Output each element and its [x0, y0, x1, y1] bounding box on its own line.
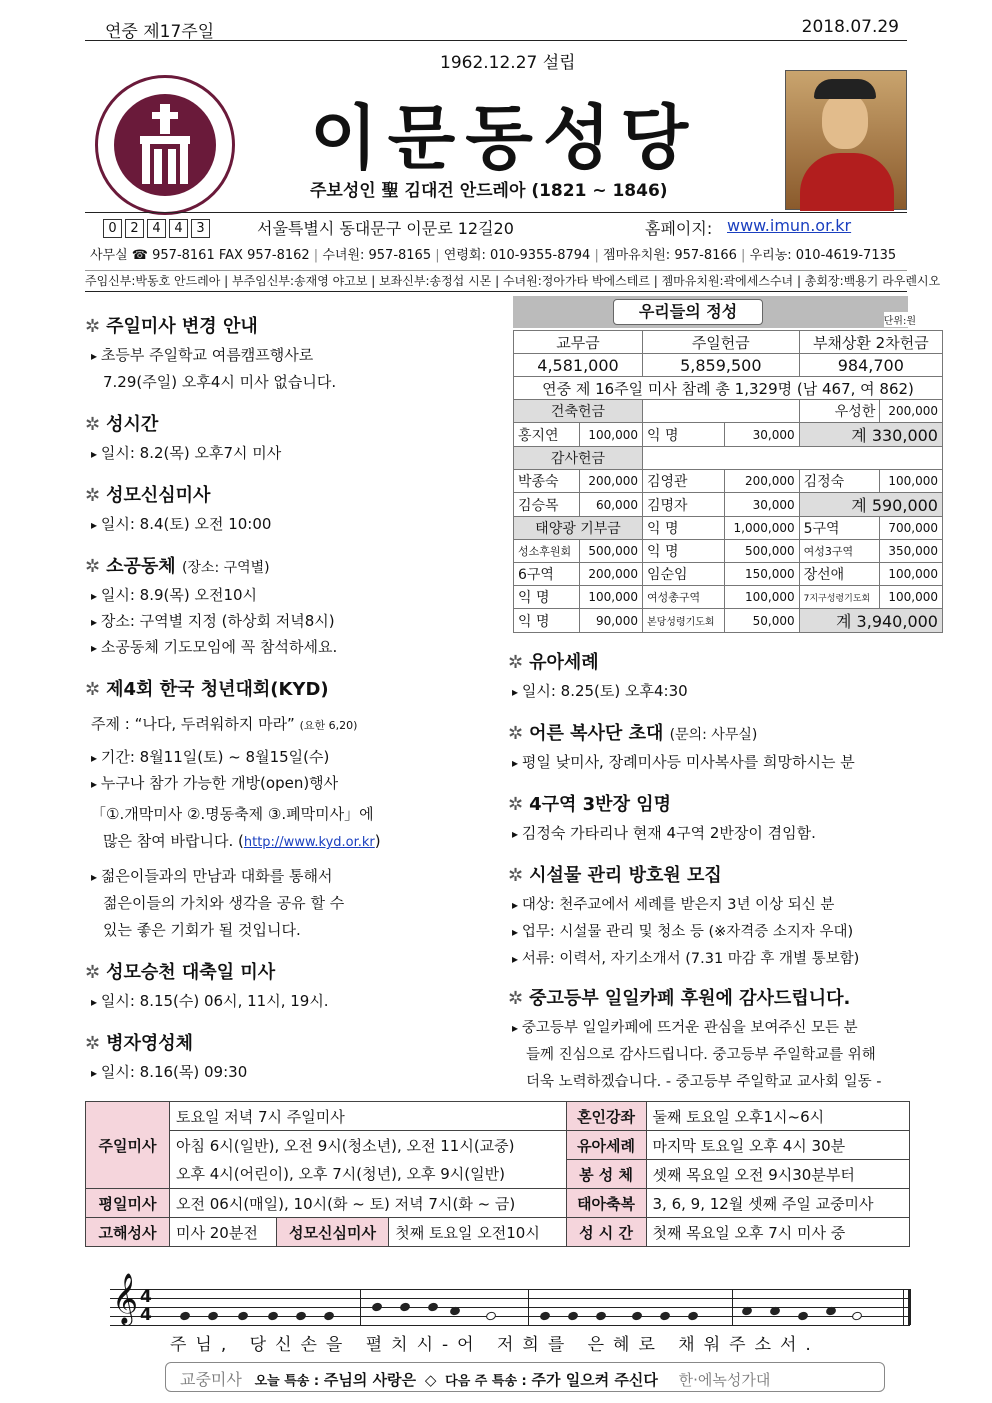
staff-line	[110, 1325, 910, 1326]
music-staff	[110, 1273, 910, 1329]
cell: 교무금	[514, 331, 643, 354]
notice-line: ▸ 일시: 8.25(토) 오후4:30	[512, 680, 913, 701]
note-icon	[323, 1311, 335, 1322]
cell: 감사헌금	[514, 447, 643, 470]
notice-line: ▸ 일시: 8.2(목) 오후7시 미사	[91, 442, 505, 463]
note-icon	[851, 1311, 863, 1322]
schedule-value: 첫째 목요일 오후 7시 미사 중	[646, 1218, 910, 1247]
today-label: 오늘 특송 :	[254, 1374, 320, 1389]
cell: 여성3구역	[799, 540, 880, 563]
cell: 김정숙	[799, 470, 880, 493]
cell: 700,000	[880, 517, 943, 540]
cell: 984,700	[799, 354, 942, 377]
mass-schedule	[85, 1101, 910, 1247]
schedule-label: 성모신심미사	[276, 1218, 389, 1247]
separator: ◇	[424, 1371, 437, 1389]
address-bar	[85, 212, 907, 240]
cell: 100,000	[880, 470, 943, 493]
section-heading: ✲ 4구역 3반장 임명	[508, 794, 672, 815]
attendance: 연중 제 16주일 미사 참례 총 1,329명 (남 467, 여 862)	[514, 377, 943, 400]
schedule-label: 평일미사	[86, 1189, 170, 1218]
schedule-value: 아침 6시(일반), 오전 9시(청소년), 오전 11시(교중)	[170, 1131, 567, 1160]
schedule-value: 오후 4시(어린이), 오후 7시(청년), 오후 9시(일반)	[170, 1160, 567, 1189]
homepage-link[interactable]: www.imun.or.kr	[727, 216, 852, 235]
hymn-lyrics: 주님, 당신손을 펼치시-어 저희를 은혜로 채워주소서.	[170, 1335, 820, 1355]
cell: 장선애	[799, 563, 880, 586]
note-icon	[179, 1311, 191, 1322]
cell: 30,000	[724, 423, 799, 447]
total: 계 3,940,000	[799, 609, 942, 633]
total: 계 590,000	[799, 493, 942, 517]
notice-line: ▸ 일시: 8.15(수) 06시, 11시, 19시.	[91, 990, 505, 1011]
kyd-link[interactable]: http://www.kyd.or.kr	[243, 835, 375, 850]
cell: 건축헌금	[514, 400, 643, 423]
notice-line: ▸ 누구나 참가 가능한 개방(open)행사	[91, 772, 505, 793]
contact-kindergarten: 젬마유치원: 957-8166	[603, 248, 737, 263]
offering-banner	[513, 296, 916, 328]
schedule-label: 태아축복	[566, 1189, 646, 1218]
cell: 본당성령기도회	[642, 609, 724, 633]
cell: 익 명	[642, 423, 724, 447]
cell: 200,000	[724, 470, 799, 493]
notice-line: 많은 참여 바랍니다. (http://www.kyd.or.kr)	[103, 832, 381, 850]
left-column	[85, 312, 505, 1082]
offering-unit: 단위:원	[884, 312, 916, 327]
cell: 익 명	[514, 609, 580, 633]
asterisk-icon: ✲	[85, 556, 101, 577]
choir-name: 한·에녹성가대	[678, 1371, 771, 1389]
notice-line: ▸ 초등부 주일학교 여름캠프행사로	[91, 344, 505, 365]
schedule-value: 미사 20분전	[170, 1218, 277, 1247]
schedule-label: 유아세례	[566, 1131, 646, 1160]
zip-digit: 4	[169, 219, 188, 238]
cell: 200,000	[880, 400, 943, 423]
notice-line: ▸ 일시: 8.16(목) 09:30	[91, 1061, 505, 1082]
cell: 익 명	[642, 540, 724, 563]
asterisk-icon: ✲	[508, 794, 524, 815]
cell: 50,000	[724, 609, 799, 633]
cell: 7지구성령기도회	[799, 586, 880, 609]
notice-line: ▸ 중고등부 일일카페에 뜨거운 관심을 보여주신 모든 분	[512, 1016, 913, 1037]
parish-logo	[95, 75, 235, 215]
cell	[642, 447, 942, 470]
cell: 200,000	[580, 470, 643, 493]
schedule-label: 고해성사	[86, 1218, 170, 1247]
next-song: 주가 일으켜 주신다	[531, 1371, 658, 1389]
cell: 5구역	[799, 517, 880, 540]
offering-heading: 우리들의 정성	[613, 299, 763, 325]
notice-line: ▸ 장소: 구역별 지정 (하상회 저녁8시)	[91, 610, 505, 631]
contact-convent: 수녀원: 957-8165	[322, 248, 432, 263]
zip-digit: 4	[147, 219, 166, 238]
staff-line	[110, 1316, 910, 1317]
note-icon	[539, 1311, 551, 1322]
cell: 500,000	[724, 540, 799, 563]
cell: 여성총구역	[642, 586, 724, 609]
portrait-robe	[800, 153, 894, 211]
note-icon	[485, 1311, 497, 1322]
schedule-value: 오전 06시(매일), 10시(화 ~ 토) 저녁 7시(화 ~ 금)	[170, 1189, 567, 1218]
cell: 100,000	[580, 423, 643, 447]
special-song-bar	[165, 1362, 885, 1392]
asterisk-icon: ✲	[85, 1033, 101, 1054]
issue-date: 2018.07.29	[801, 17, 899, 37]
note-icon	[207, 1311, 219, 1322]
treble-clef-icon: 𝄞	[112, 1273, 139, 1324]
asterisk-icon: ✲	[508, 865, 524, 886]
established: 1962.12.27 설립	[440, 53, 576, 73]
cell: 우성한	[799, 400, 880, 423]
asterisk-icon: ✲	[85, 485, 101, 506]
cell: 5,859,500	[642, 354, 799, 377]
staff-line	[110, 1307, 910, 1308]
zip-digit: 3	[191, 219, 210, 238]
asterisk-icon: ✲	[85, 962, 101, 983]
section-heading: ✲ 시설물 관리 방호원 모집	[508, 865, 722, 886]
schedule-label: 혼인강좌	[566, 1102, 646, 1131]
logo-emblem	[114, 94, 216, 196]
clergy-line: 주임신부:박동호 안드레아 | 부주임신부:송재영 야고보 | 보좌신부:송정섭 시몬 | 수녀원:정아가타 박에스테르 | 젬마유치원:곽에세스수녀 | 총회장:백용기 라우렌시오	[85, 270, 907, 292]
section-heading: ✲ 어른 복사단 초대 (문의: 사무실)	[508, 723, 758, 744]
note-icon	[295, 1311, 307, 1322]
cell: 1,000,000	[724, 517, 799, 540]
notice-line: 7.29(주일) 오후4시 미사 없습니다.	[103, 373, 337, 391]
notice-line: ▸ 대상: 천주교에서 세례를 받은지 3년 이상 되신 분	[512, 893, 913, 914]
notice-line: ▸ 김정숙 가타리나 현재 4구역 2반장이 겸임함.	[512, 822, 913, 843]
parish-title: 이문동성당	[310, 97, 699, 179]
saint-portrait	[785, 70, 907, 210]
notice-line: 더욱 노력하겠습니다. - 중고등부 주일학교 교사회 일동 -	[526, 1074, 882, 1090]
cell: 30,000	[724, 493, 799, 517]
notice-line: ▸ 업무: 시설물 관리 및 청소 등 (※자격증 소지자 우대)	[512, 920, 913, 941]
street-address: 서울특별시 동대문구 이문로 12길20	[257, 219, 514, 238]
cell: 임순임	[642, 563, 724, 586]
cell: 익 명	[514, 586, 580, 609]
bar-line	[903, 1289, 904, 1325]
bar-line	[732, 1289, 733, 1325]
cell: 김명자	[642, 493, 724, 517]
cell: 500,000	[580, 540, 643, 563]
cell: 90,000	[580, 609, 643, 633]
cell: 150,000	[724, 563, 799, 586]
section-heading: ✲ 성모승천 대축일 미사	[85, 962, 276, 983]
notice-line: 「①.개막미사 ②.명동축제 ③.폐막미사」에	[91, 805, 374, 823]
kyd-theme: 주제 : “나다, 두려워하지 마라” (요한 6,20)	[91, 715, 358, 733]
notice-line: ▸ 기간: 8월11일(토) ~ 8월15일(수)	[91, 746, 505, 767]
staff-line	[110, 1289, 910, 1290]
notice-line: ▸ 일시: 8.9(목) 오전10시	[91, 584, 505, 605]
cell: 김승목	[514, 493, 580, 517]
cell: 태양광 기부금	[514, 517, 643, 540]
schedule-value: 첫째 토요일 오전10시	[389, 1218, 566, 1247]
schedule-value: 토요일 저녁 7시 주일미사	[170, 1102, 567, 1131]
bar-line	[360, 1289, 361, 1325]
cell: 100,000	[580, 586, 643, 609]
portrait-hat	[814, 79, 876, 99]
contacts-line: 사무실 ☎ 957-8161 FAX 957-8162 | 수녀원: 957-8165 | 연령회: 010-9355-8794 | 젬마유치원: 957-8166 | 우리농: 010-4619-7135	[90, 248, 897, 263]
end-bar-line	[908, 1289, 911, 1325]
church-icon	[114, 94, 216, 196]
homepage-label: 홈페이지:	[645, 219, 713, 238]
zip-digit: 2	[125, 219, 144, 238]
time-signature-icon: 4 4	[140, 1287, 152, 1325]
cell: 6구역	[514, 563, 580, 586]
contact-office: 사무실 ☎ 957-8161 FAX 957-8162	[90, 248, 310, 263]
note-icon	[797, 1311, 809, 1322]
cell: 박종숙	[514, 470, 580, 493]
offering-table	[513, 330, 943, 633]
notice-line: 들께 진심으로 감사드립니다. 중고등부 주일학교를 위해	[526, 1047, 876, 1063]
cell: 350,000	[880, 540, 943, 563]
section-heading: ✲ 중고등부 일일카페 후원에 감사드립니다.	[508, 988, 851, 1009]
note-icon	[399, 1302, 411, 1313]
asterisk-icon: ✲	[508, 652, 524, 673]
bar-line	[528, 1289, 529, 1325]
section-heading: ✲ 제4회 한국 청년대회(KYD)	[85, 679, 329, 700]
notice-line: 있는 좋은 기회가 될 것입니다.	[103, 921, 301, 939]
section-heading: ✲ 소공동체 (장소: 구역별)	[85, 556, 270, 577]
schedule-value: 3, 6, 9, 12월 셋째 주일 교중미사	[646, 1189, 910, 1218]
section-heading: ✲ 주일미사 변경 안내	[85, 316, 258, 337]
notice-line: ▸ 서류: 이력서, 자기소개서 (7.31 마감 후 개별 통보함)	[512, 947, 913, 968]
cell: 60,000	[580, 493, 643, 517]
zip-code	[103, 217, 213, 238]
asterisk-icon: ✲	[85, 679, 101, 700]
footer-label: 교중미사	[180, 1370, 242, 1389]
week-label: 연중 제17주일	[105, 22, 215, 42]
note-icon	[687, 1311, 699, 1322]
note-icon	[595, 1311, 607, 1322]
note-icon	[631, 1311, 643, 1322]
notice-line: ▸ 평일 낮미사, 장례미사등 미사복사를 희망하시는 분	[512, 751, 913, 772]
schedule-label: 봉 성 체	[566, 1160, 646, 1189]
notice-line: ▸ 일시: 8.4(토) 오전 10:00	[91, 513, 505, 534]
contact-farm: 우리농: 010-4619-7135	[749, 248, 897, 263]
asterisk-icon: ✲	[508, 723, 524, 744]
cell: 홍지연	[514, 423, 580, 447]
total: 계 330,000	[799, 423, 942, 447]
cell: 주일헌금	[642, 331, 799, 354]
cell: 부채상환 2차헌금	[799, 331, 942, 354]
note-icon	[237, 1311, 249, 1322]
staff-line	[110, 1298, 910, 1299]
cell: 200,000	[580, 563, 643, 586]
schedule-value: 마지막 토요일 오후 4시 30분	[646, 1131, 910, 1160]
cell	[642, 400, 799, 423]
note-icon	[267, 1311, 279, 1322]
section-heading: ✲ 병자영성체	[85, 1033, 194, 1054]
note-icon	[567, 1311, 579, 1322]
today-song: 주님의 사랑은	[323, 1371, 417, 1389]
top-bar	[85, 15, 907, 41]
schedule-value: 셋째 목요일 오전 9시30분부터	[646, 1160, 910, 1189]
notice-line: 젊은이들의 가치와 생각을 공유 할 수	[103, 894, 345, 912]
zip-digit: 0	[103, 219, 122, 238]
portrait-face	[822, 93, 868, 149]
schedule-value: 둘째 토요일 오후1시~6시	[646, 1102, 910, 1131]
cell: 익 명	[642, 517, 724, 540]
note-icon	[427, 1302, 439, 1313]
section-heading: ✲ 성모신심미사	[85, 485, 211, 506]
note-icon	[659, 1311, 671, 1322]
asterisk-icon: ✲	[508, 988, 524, 1009]
cell: 100,000	[880, 563, 943, 586]
asterisk-icon: ✲	[85, 316, 101, 337]
cell: 4,581,000	[514, 354, 643, 377]
patron-saint: 주보성인 聖 김대건 안드레아 (1821 ~ 1846)	[310, 181, 668, 201]
notice-line: ▸ 소공동체 기도모임에 꼭 참석하세요.	[91, 636, 505, 657]
schedule-label: 주일미사	[86, 1102, 170, 1189]
cell: 김영관	[642, 470, 724, 493]
section-heading: ✲ 유아세례	[508, 652, 599, 673]
right-column	[508, 648, 913, 1091]
cell: 100,000	[880, 586, 943, 609]
notice-line: ▸ 젊은이들과의 만남과 대화를 통해서	[91, 865, 505, 886]
note-icon	[371, 1302, 383, 1313]
asterisk-icon: ✲	[85, 414, 101, 435]
cell: 100,000	[724, 586, 799, 609]
section-heading: ✲ 성시간	[85, 414, 159, 435]
cell: 성소후원회	[514, 540, 580, 563]
next-label: 다음 주 특송 :	[445, 1374, 527, 1389]
contact-funeral: 연령회: 010-9355-8794	[443, 248, 591, 263]
schedule-label: 성 시 간	[566, 1218, 646, 1247]
